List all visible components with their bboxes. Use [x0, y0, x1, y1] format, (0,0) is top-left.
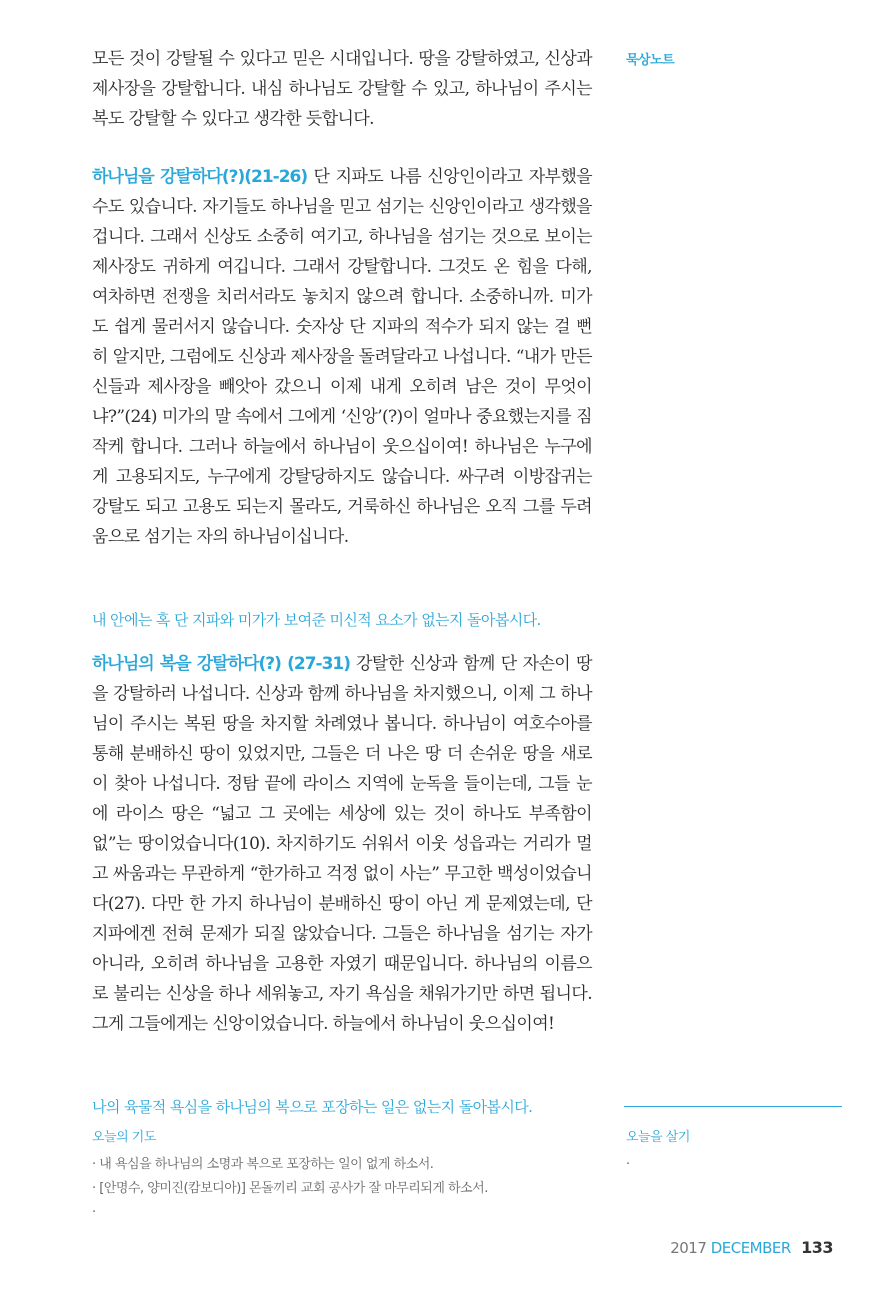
prayer-item: · — [92, 1205, 96, 1220]
footer-year: 2017 — [670, 1239, 707, 1257]
prayer-item: · 내 욕심을 하나님의 소명과 복으로 포장하는 일이 없게 하소서. — [92, 1157, 434, 1172]
prayer-list — [92, 1153, 612, 1225]
sidebar-divider — [624, 1106, 842, 1107]
prayer-section — [92, 1126, 612, 1225]
live-today-label: 오늘을 살기 — [626, 1130, 690, 1145]
prayer-label: 오늘의 기도 — [92, 1130, 156, 1145]
section2-body: 강탈한 신상과 함께 단 자손이 땅을 강탈하러 나섭니다. 신상과 함께 하나님을 차지했으니, 이제 그 하나님이 주시는 복된 땅을 차지할 차례였나 봅니다. 하나님이 여호수아를 통해 분배하신 땅이 있었지만, 그들은 더 나은 땅 더 손쉬운 땅을 새로이 찾아 나섭니다. 정탐 끝에 라이스 지역에 눈독을 들이는데, 그들 눈에 라이스 땅은 “넓고 그 곳에는 세상에 있는 것이 하나도 부족함이 없”는 땅이었습니다(10). 차지하기도 쉬워서 이웃 성읍과는 거리가 멀고 싸움과는 무관하게 “한가하고 걱정 없이 사는” 무고한 백성이었습니다(27). 다만 한 가지 하나님이 분배하신 땅이 아닌 게 문제였는데, 단 지파에겐 전혀 문제가 되질 않았습니다. 그들은 하나님을 섬기는 자가 아니라, 오히려 하나님을 고용한 자였기 때문입니다. 하나님의 이름으로 불리는 신상을 하나 세워놓고, 자기 욕심을 채워가기만 하면 됩니다. 그게 그들에게는 신앙이었습니다. 하늘에서 하나님이 웃으십이여! — [92, 654, 592, 1034]
live-today-item: · — [626, 1157, 631, 1172]
footer-month: DECEMBER — [710, 1239, 791, 1257]
section2-heading: 하나님의 복을 강탈하다(?) (27-31) — [92, 654, 351, 674]
section1-reflection-note: 내 안에는 혹 단 지파와 미가가 보여준 미신적 요소가 없는지 돌아봅시다. — [92, 611, 541, 629]
intro-paragraph: 모든 것이 강탈될 수 있다고 믿은 시대입니다. 땅을 강탈하였고, 신상과 제사장을 강탈합니다. 내심 하나님도 강탈할 수 있고, 하나님이 주시는 복도 강탈할 수 있다고 생각한 듯합니다. — [92, 49, 592, 129]
sidebar-meditation-label: 묵상노트 — [626, 53, 675, 68]
section2-paragraph — [92, 649, 592, 1039]
live-today-section — [626, 1126, 826, 1177]
page-footer — [670, 1238, 833, 1257]
section1-body: 단 지파도 나름 신앙인이라고 자부했을 수도 있습니다. 자기들도 하나님을 믿고 섬기는 신앙인이라고 생각했을 겁니다. 그래서 신상도 소중히 여기고, 하나님을 섬기는 것으로 보이는 제사장도 귀하게 여깁니다. 그래서 강탈합니다. 그것도 온 힘을 다해, 여차하면 전쟁을 치러서라도 놓치지 않으려 합니다. 소중하니까. 미가도 쉽게 물러서지 않습니다. 숫자상 단 지파의 적수가 되지 않는 걸 뻔히 알지만, 그럼에도 신상과 제사장을 돌려달라고 나섭니다. “내가 만든 신들과 제사장을 빼앗아 갔으니 이제 내게 오히려 남은 것이 무엇이냐?”(24) 미가의 말 속에서 그에게 ‘신앙’(?)이 얼마나 중요했는지를 짐작케 합니다. 그러나 하늘에서 하나님이 웃으십이여! 하나님은 누구에게 고용되지도, 누구에게 강탈당하지도 않습니다. 싸구려 이방잡귀는 강탈도 되고 고용도 되는지 몰라도, 거룩하신 하나님은 오직 그를 두려움으로 섬기는 자의 하나님이십니다. — [92, 167, 592, 547]
section2-reflection-note: 나의 육물적 욕심을 하나님의 복으로 포장하는 일은 없는지 돌아봅시다. — [92, 1098, 533, 1116]
section1-paragraph — [92, 162, 592, 552]
page-number: 133 — [801, 1238, 833, 1257]
section1-heading: 하나님을 강탈하다(?)(21-26) — [92, 167, 308, 187]
prayer-item: · [안명수, 양미진(캄보디아)] 몬돌끼리 교회 공사가 잘 마무리되게 하소서. — [92, 1181, 488, 1196]
